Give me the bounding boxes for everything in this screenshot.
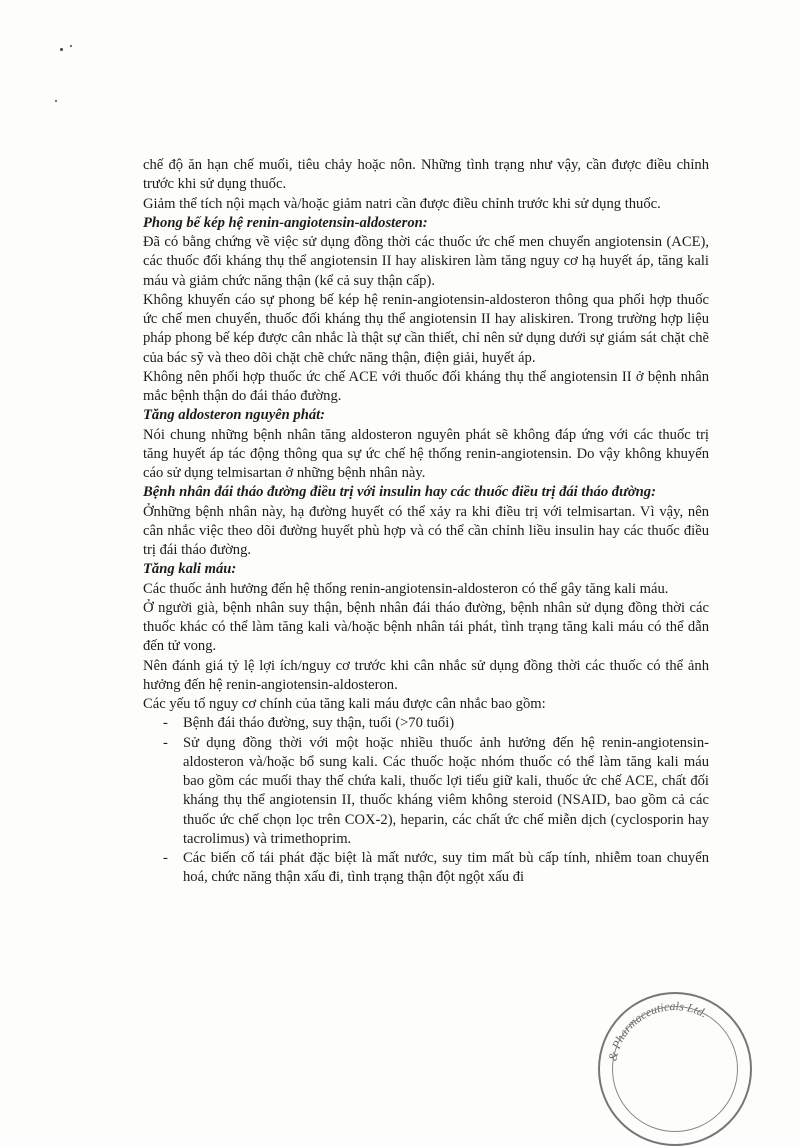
paragraph: Ở người già, bệnh nhân suy thận, bệnh nhân đái tháo đường, bệnh nhân sử dụng đồng thời các thuốc khác có thể làm tăng kali và/hoặc bệnh nhân tái phát, tình trạng tăng kali máu có thể dẫn đến tử vong. (143, 599, 709, 655)
paragraph: Các yếu tố nguy cơ chính của tăng kali máu được cân nhắc bao gồm: (143, 696, 546, 712)
section-heading: Bệnh nhân đái tháo đường điều trị với insulin hay các thuốc điều trị đái tháo đường: (143, 484, 656, 501)
paragraph: Đã có bằng chứng về việc sử dụng đồng thời các thuốc ức chế men chuyển angiotensin (ACE), các thuốc đối kháng thụ thể angiotensin II hay aliskiren làm tăng nguy cơ hạ huyết áp, tăng kali máu và giảm chức năng thận (kể cả suy thận cấp). (143, 234, 709, 289)
scan-speck (60, 48, 63, 51)
section-heading: Tăng aldosteron nguyên phát: (143, 407, 326, 424)
risk-factor-list (143, 714, 709, 887)
scan-speck (55, 100, 57, 102)
paragraph: Các thuốc ảnh hưởng đến hệ thống renin-angiotensin-aldosteron có thể gây tăng kali máu. (143, 580, 669, 597)
list-item: - Sử dụng đồng thời với một hoặc nhiều thuốc ảnh hưởng đến hệ renin-angiotensin-aldosteron và/hoặc bổ sung kali. Các thuốc hoặc nhóm thuốc có thể làm tăng kali máu bao gồm các muối thay thế chứa kali, thuốc lợi tiểu giữ kali, thuốc ức chế ACE, chất đối kháng thụ thể angiotensin II, thuốc kháng viêm không steroid (NSAID, bao gồm cả các thuốc ức chế chọn lọc trên COX-2), heparin, các chất ức chế miễn dịch (cyclosporin hay tacrolimus) và trimethoprim. (143, 734, 709, 850)
list-item: - Các biến cố tái phát đặc biệt là mất nước, suy tim mất bù cấp tính, nhiễm toan chuyển hoá, chức năng thận xấu đi, tình trạng thận đột ngột xấu đi (143, 849, 709, 888)
svg-text:& Pharmaceuticals Ltd. (606, 999, 710, 1062)
document-body (143, 156, 709, 888)
paragraph: Giảm thể tích nội mạch và/hoặc giảm natri cần được điều chỉnh trước khi sử dụng thuốc. (143, 195, 661, 212)
paragraph: chế độ ăn hạn chế muối, tiêu chảy hoặc nôn. Những tình trạng như vậy, cần được điều chỉnh trước khi sử dụng thuốc. (143, 157, 709, 193)
section-heading: Phong bế kép hệ renin-angiotensin-aldosteron: (143, 214, 428, 231)
scan-speck (70, 45, 72, 47)
paragraph: Không nên phối hợp thuốc ức chế ACE với thuốc đối kháng thụ thể angiotensin II ở bệnh nhân mắc bệnh thận do đái tháo đường. (143, 368, 709, 404)
paragraph: Nói chung những bệnh nhân tăng aldosteron nguyên phát sẽ không đáp ứng với các thuốc trị tăng huyết áp tác động thông qua sự ức chế hệ thống renin-angiotensin. Do vậy không khuyến cáo sử dụng telmisartan ở những bệnh nhân này. (143, 426, 709, 481)
paragraph: Không khuyến cáo sự phong bế kép hệ renin-angiotensin-aldosteron thông qua phối hợp thuốc ức chế men chuyển, thuốc đối kháng thụ thể angiotensin II hay aliskiren. Trong trường hợp liệu pháp phong bế kép được cân nhắc là thật sự cần thiết, chỉ nên sử dụng dưới sự giám sát chặt chẽ của bác sỹ và theo dõi chặt chẽ chức năng thận, điện giải, huyết áp. (143, 291, 709, 366)
list-item: - Bệnh đái tháo đường, suy thận, tuổi (>70 tuổi) (143, 714, 709, 733)
paragraph: Ởnhững bệnh nhân này, hạ đường huyết có thể xảy ra khi điều trị với telmisartan. Vì vậy, nên cân nhắc việc theo dõi đường huyết phù hợp và có thể cần chỉnh liều insulin hay các thuốc điều trị đái tháo đường. (143, 503, 709, 558)
company-seal (598, 992, 752, 1146)
paragraph: Nên đánh giá tỷ lệ lợi ích/nguy cơ trước khi cân nhắc sử dụng đồng thời các thuốc có thể ảnh hưởng đến hệ renin-angiotensin-aldosteron. (143, 657, 709, 693)
seal-text: & Pharmaceuticals Ltd. (605, 998, 710, 1063)
section-heading: Tăng kali máu: (143, 561, 237, 578)
